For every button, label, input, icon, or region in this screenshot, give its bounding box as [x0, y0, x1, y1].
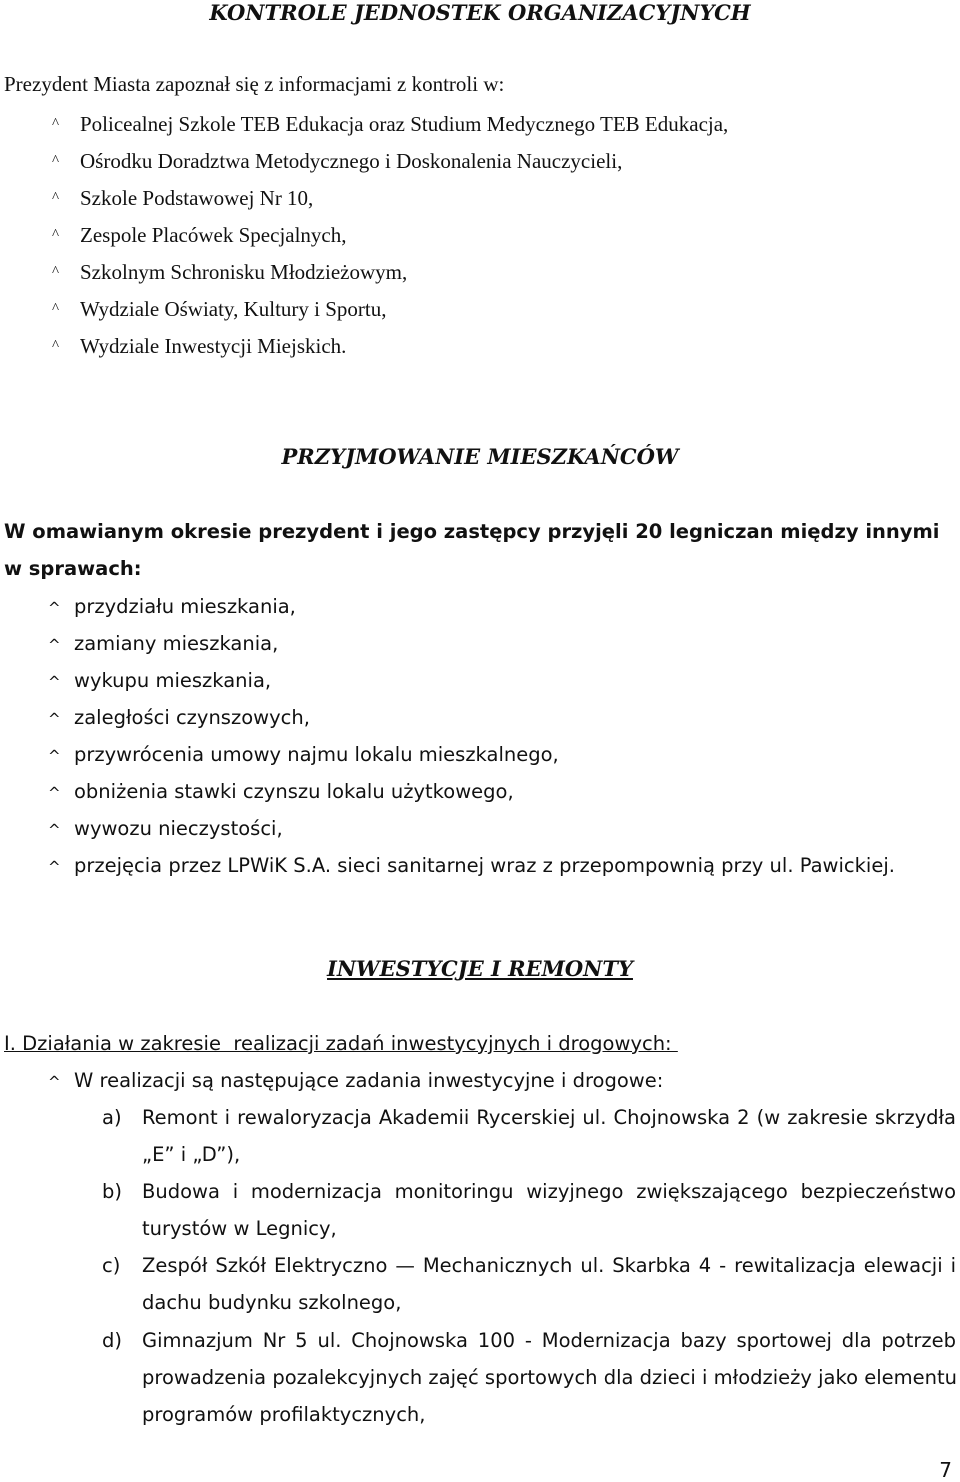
item-label: c) [102, 1254, 121, 1277]
list-item: ^ W realizacji są następujące zadania inwestycyjne i drogowe: [48, 1069, 664, 1092]
item-text-line: „E” i „D”), [142, 1143, 241, 1166]
caret-bullet-icon: ^ [48, 1073, 61, 1091]
page-number: 7 [939, 1458, 952, 1482]
list-item: ^ obniżenia stawki czynszu lokalu użytkowego, [48, 780, 514, 803]
list-item: ^ Ośrodku Doradztwa Metodycznego i Doskonalenia Nauczycieli, [52, 149, 623, 173]
item-text-line: prowadzenia pozalekcyjnych zajęć sportowych dla dzieci i młodzieży jako elementu [142, 1366, 957, 1389]
caret-bullet-icon: ^ [52, 153, 60, 169]
list-item: ^ wykupu mieszkania, [48, 669, 272, 692]
item-text-line: Remont i rewaloryzacja Akademii Rycerskiej ul. Chojnowska 2 (w zakresie skrzydła [142, 1106, 956, 1129]
section-heading-przyjmowanie: PRZYJMOWANIE MIESZKAŃCÓW [281, 444, 679, 469]
caret-bullet-icon: ^ [48, 747, 61, 765]
item-label: a) [102, 1106, 122, 1129]
list-item: ^ Wydziale Inwestycji Miejskich. [52, 334, 347, 358]
caret-bullet-icon: ^ [48, 710, 61, 728]
caret-bullet-icon: ^ [48, 821, 61, 839]
section-intro-line2: w sprawach: [4, 557, 142, 580]
list-item: ^ przejęcia przez LPWiK S.A. sieci sanitarnej wraz z przepompownią przy ul. Pawickiej. [48, 854, 895, 877]
section-subheading: I. Działania w zakresie realizacji zadań inwestycyjnych i drogowych: [4, 1032, 678, 1055]
list-item: ^ zamiany mieszkania, [48, 632, 279, 655]
caret-bullet-icon: ^ [52, 301, 60, 317]
caret-bullet-icon: ^ [52, 338, 60, 354]
section-heading-inwestycje: INWESTYCJE I REMONTY [327, 956, 633, 981]
section-heading-kontrole: KONTROLE JEDNOSTEK ORGANIZACYJNYCH [209, 0, 751, 25]
list-item: ^ Policealnej Szkole TEB Edukacja oraz Studium Medycznego TEB Edukacja, [52, 112, 729, 136]
item-text-line: programów profilaktycznych, [142, 1403, 426, 1426]
item-text-line: Budowa i modernizacja monitoringu wizyjnego zwiększającego bezpieczeństwo [142, 1180, 956, 1203]
item-text-line: Zespół Szkół Elektryczno — Mechanicznych ul. Skarbka 4 - rewitalizacja elewacji i [142, 1254, 956, 1277]
list-item: ^ Szkolnym Schronisku Młodzieżowym, [52, 260, 408, 284]
list-item: ^ Zespole Placówek Specjalnych, [52, 223, 347, 247]
list-item: ^ wywozu nieczystości, [48, 817, 283, 840]
caret-bullet-icon: ^ [48, 673, 61, 691]
list-item: ^ Szkole Podstawowej Nr 10, [52, 186, 314, 210]
caret-bullet-icon: ^ [48, 636, 61, 654]
item-label: b) [102, 1180, 122, 1203]
item-text-line: turystów w Legnicy, [142, 1217, 337, 1240]
item-text-line: Gimnazjum Nr 5 ul. Chojnowska 100 - Modernizacja bazy sportowej dla potrzeb [142, 1329, 956, 1352]
item-text-line: dachu budynku szkolnego, [142, 1291, 402, 1314]
section-intro: Prezydent Miasta zapoznał się z informacjami z kontroli w: [4, 72, 505, 96]
caret-bullet-icon: ^ [52, 116, 60, 132]
caret-bullet-icon: ^ [48, 858, 61, 876]
caret-bullet-icon: ^ [48, 599, 61, 617]
caret-bullet-icon: ^ [52, 190, 60, 206]
caret-bullet-icon: ^ [52, 264, 60, 280]
list-item: ^ zaległości czynszowych, [48, 706, 310, 729]
list-item: ^ przydziału mieszkania, [48, 595, 296, 618]
section-intro-line1: W omawianym okresie prezydent i jego zastępcy przyjęli 20 legniczan między innymi [4, 520, 940, 543]
caret-bullet-icon: ^ [52, 227, 60, 243]
caret-bullet-icon: ^ [48, 784, 61, 802]
list-item: ^ przywrócenia umowy najmu lokalu mieszkalnego, [48, 743, 559, 766]
item-label: d) [102, 1329, 122, 1352]
list-item: ^ Wydziale Oświaty, Kultury i Sportu, [52, 297, 387, 321]
